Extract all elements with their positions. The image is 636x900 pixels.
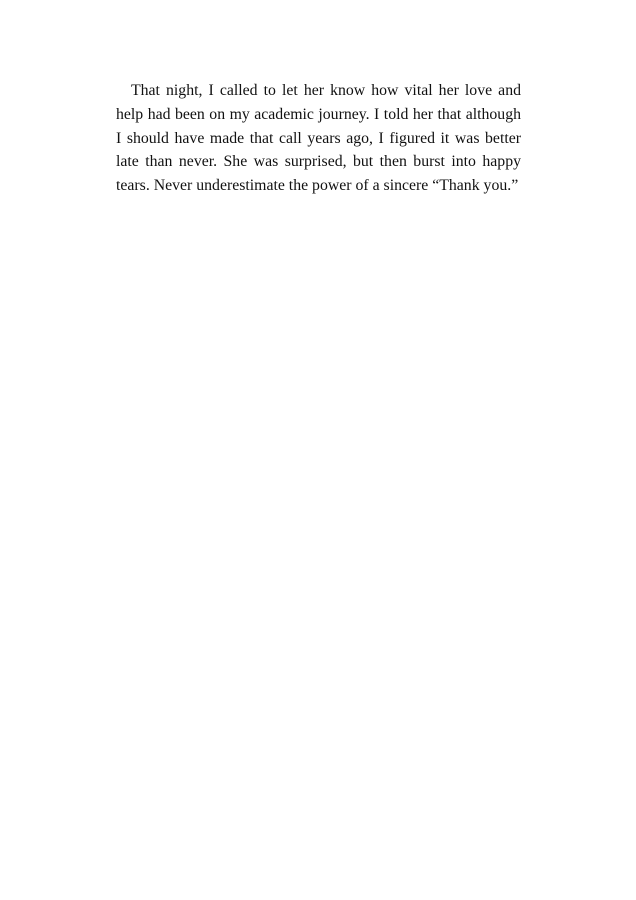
- body-paragraph: That night, I called to let her know how vital her love and help had been on my academic journey. I told her that although I should have made that call years ago, I figured it was better late than never. She was surprised, but then burst into happy tears. Never underestimate the power of a sincere “Thank you.”: [116, 82, 521, 195]
